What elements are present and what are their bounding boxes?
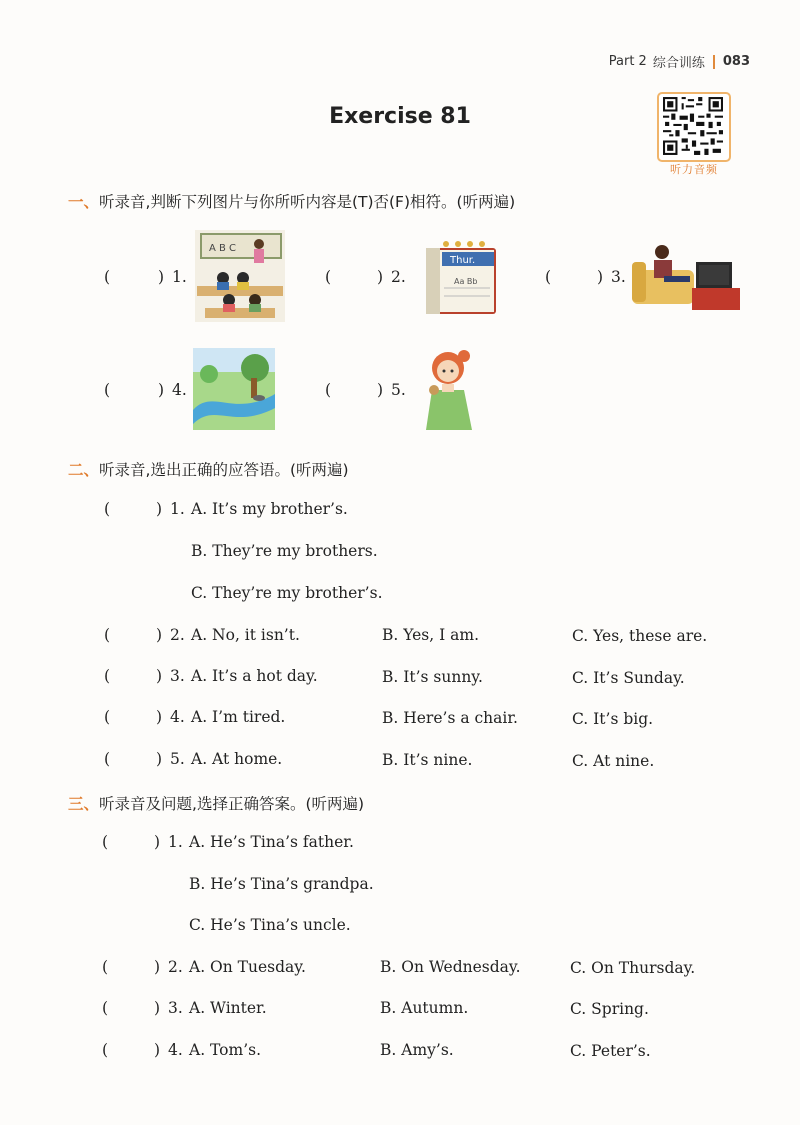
answer-blank-close: )	[156, 750, 163, 768]
question-number: 4.	[168, 1041, 183, 1059]
option-c: C. They’re my brother’s.	[191, 584, 383, 602]
option-a: A. He’s Tina’s father.	[189, 833, 354, 851]
answer-blank-close: )	[154, 833, 161, 851]
header-section: 综合训练	[652, 56, 705, 71]
answer-blank-open[interactable]: (	[325, 268, 332, 286]
item-number: 4.	[172, 381, 187, 399]
header-part: Part 2	[608, 54, 647, 69]
classroom-picture	[195, 230, 285, 322]
option-c: C. It’s big.	[572, 710, 654, 728]
watching-tv-picture	[630, 240, 742, 314]
answer-blank-open[interactable]: (	[104, 268, 111, 286]
answer-blank-close: )	[156, 626, 163, 644]
option-c: C. On Thursday.	[570, 959, 696, 977]
answer-blank-close: )	[158, 268, 165, 286]
option-b: B. Yes, I am.	[382, 626, 480, 644]
answer-blank-open[interactable]: (	[104, 667, 111, 685]
answer-blank-open[interactable]: (	[325, 381, 332, 399]
question-number: 3.	[170, 667, 185, 685]
answer-blank-close: )	[154, 1041, 161, 1059]
option-a: A. At home.	[191, 750, 283, 768]
section3-number: 三、	[68, 795, 100, 813]
answer-blank-open[interactable]: (	[104, 750, 111, 768]
question-number: 5.	[170, 750, 185, 768]
calendar-letters-text: Aa Bb	[454, 277, 478, 286]
option-c: C. It’s Sunday.	[572, 669, 685, 687]
section3-heading	[68, 792, 364, 814]
answer-blank-close: )	[154, 999, 161, 1017]
section3-instruction: 听录音及问题,选择正确答案。(听两遍)	[99, 795, 365, 813]
option-c: C. Peter’s.	[570, 1042, 651, 1060]
answer-blank-close: )	[156, 667, 163, 685]
question-number: 2.	[170, 626, 185, 644]
option-a: A. It’s my brother’s.	[191, 500, 348, 518]
section1-heading	[68, 190, 515, 212]
qr-code[interactable]	[657, 92, 731, 162]
item-number: 5.	[391, 381, 406, 399]
section2-number: 二、	[68, 461, 100, 479]
option-a: A. On Tuesday.	[189, 958, 306, 976]
board-text: A B C	[209, 243, 237, 254]
section1-instruction: 听录音,判断下列图片与你所听内容是(T)否(F)相符。(听两遍)	[99, 193, 516, 211]
answer-blank-open[interactable]: (	[104, 381, 111, 399]
qr-label: 听力音频	[670, 163, 718, 176]
question-number: 3.	[168, 999, 183, 1017]
option-c: C. At nine.	[572, 752, 655, 770]
calendar-picture	[420, 238, 500, 318]
option-a: A. It’s a hot day.	[191, 667, 318, 685]
option-c: C. Spring.	[570, 1000, 649, 1018]
option-c: C. Yes, these are.	[572, 627, 708, 645]
question-number: 1.	[170, 500, 185, 518]
item-number: 3.	[611, 268, 626, 286]
question-number: 4.	[170, 708, 185, 726]
option-a: A. I’m tired.	[191, 708, 286, 726]
page-title: Exercise 81	[329, 104, 471, 129]
park-river-picture	[193, 348, 275, 430]
option-b: B. It’s nine.	[382, 751, 473, 769]
question-number: 2.	[168, 958, 183, 976]
item-number: 1.	[172, 268, 187, 286]
option-b: B. On Wednesday.	[380, 958, 521, 976]
option-b: B. It’s sunny.	[382, 668, 483, 686]
header-divider	[713, 55, 715, 69]
answer-blank-open[interactable]: (	[102, 1041, 109, 1059]
answer-blank-open[interactable]: (	[104, 626, 111, 644]
item-number: 2.	[391, 268, 406, 286]
option-b: B. Here’s a chair.	[382, 709, 518, 727]
page-number: 083	[722, 54, 750, 69]
answer-blank-close: )	[156, 708, 163, 726]
section2-instruction: 听录音,选出正确的应答语。(听两遍)	[99, 461, 349, 479]
answer-blank-close: )	[377, 268, 384, 286]
girl-with-ice-cream-picture	[420, 346, 480, 434]
answer-blank-open[interactable]: (	[104, 500, 111, 518]
answer-blank-close: )	[377, 381, 384, 399]
answer-blank-close: )	[154, 958, 161, 976]
question-number: 1.	[168, 833, 183, 851]
option-a: A. Tom’s.	[189, 1041, 262, 1059]
calendar-day-text: Thur.	[450, 255, 476, 266]
option-b: B. They’re my brothers.	[191, 542, 378, 560]
option-a: A. No, it isn’t.	[191, 626, 300, 644]
option-b: B. Autumn.	[380, 999, 469, 1017]
answer-blank-open[interactable]: (	[102, 958, 109, 976]
qr-code-icon	[663, 97, 723, 155]
page-header	[609, 52, 750, 71]
answer-blank-open[interactable]: (	[545, 268, 552, 286]
answer-blank-open[interactable]: (	[102, 999, 109, 1017]
option-b: B. He’s Tina’s grandpa.	[189, 875, 374, 893]
option-b: B. Amy’s.	[380, 1041, 454, 1059]
answer-blank-open[interactable]: (	[102, 833, 109, 851]
option-a: A. Winter.	[189, 999, 267, 1017]
option-c: C. He’s Tina’s uncle.	[189, 916, 351, 934]
answer-blank-close: )	[156, 500, 163, 518]
section1-number: 一、	[68, 193, 100, 211]
answer-blank-open[interactable]: (	[104, 708, 111, 726]
section2-heading	[68, 458, 349, 480]
answer-blank-close: )	[597, 268, 604, 286]
answer-blank-close: )	[158, 381, 165, 399]
